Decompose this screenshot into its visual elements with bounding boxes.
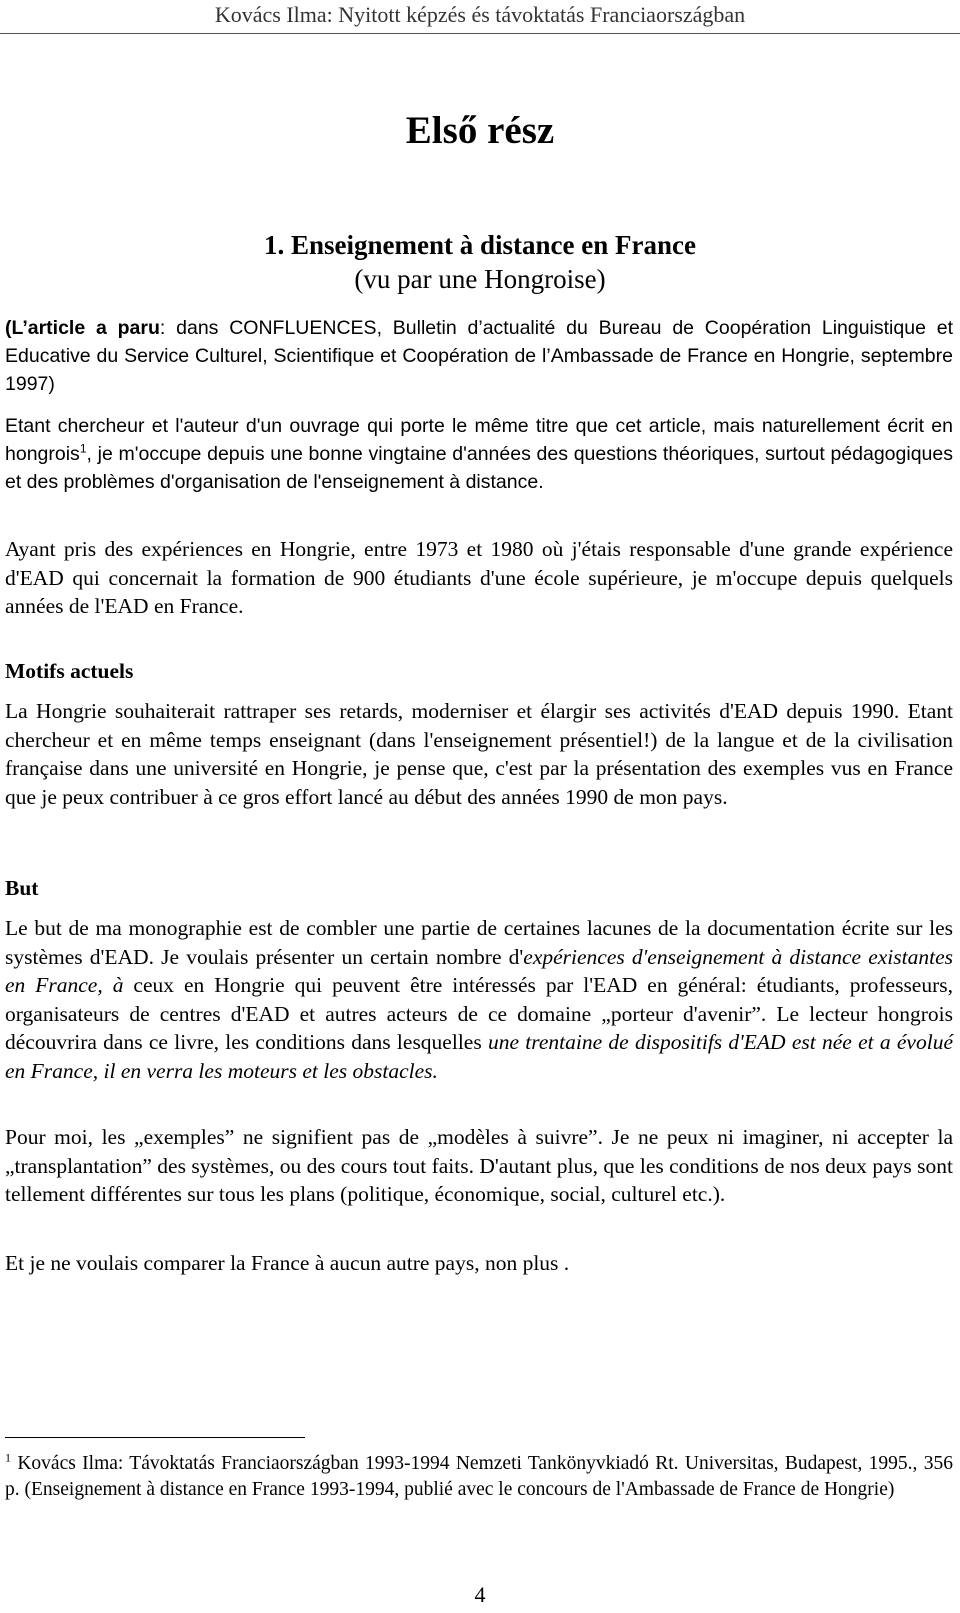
paragraph-pour-moi-text: Pour moi, les „exemples” ne signifient pas de „modèles à suivre”. Je ne peux ni imaginer, ni accepter la „transplantation” des systèmes, ou des cours tout faits. D'autant plus, que les conditions de nos deux pays sont tellement différentes sur tous les plans (politique, économique, social, culturel etc.). (5, 1125, 953, 1206)
paragraph-1 (5, 412, 953, 496)
chapter-title: 1. Enseignement à distance en France (264, 230, 696, 260)
chapter-subtitle: (vu par une Hongroise) (354, 264, 606, 294)
intro-text: : dans CONFLUENCES, Bulletin d’actualité du Bureau de Coopération Linguistique et Educative du Service Culturel, Scientifique et Coopération de l’Ambassade de France en Hongrie, septembre 1997) (5, 317, 953, 395)
paragraph-but-text-b: ceux en Hongrie qui peuvent être intéressés par l'EAD en général: étudiants, professeurs, organisateurs de centres d'EAD et autres acteurs de ce domaine „porteur d'avenir”. Le lecteur hongrois découvrira dans ce livre, les conditions dans lesquelles (5, 973, 954, 1054)
heading-but: But (5, 876, 39, 900)
intro-lead: (L’article a paru (5, 317, 160, 339)
paragraph-motifs-text: La Hongrie souhaiterait rattraper ses retards, moderniser et élargir ses activités d'EAD depuis 1990. Etant chercheur et en même temps enseignant (dans l'enseignement présentiel!) de la langue et de la civilisation française dans une université en Hongrie, je pense que, c'est par la présentation des exemples vus en France que je peux contribuer à ce gros effort lancé au début des années 1990 de mon pays. (5, 699, 953, 809)
footnote-reference[interactable]: 1 (79, 441, 87, 456)
paragraph-1-text-b: , je m'occupe depuis une bonne vingtaine d'années des questions théoriques, surtout pédagogiques et des problèmes d'organisation de l'enseignement à distance. (5, 443, 953, 493)
running-header: Kovács Ilma: Nyitott képzés és távoktatás Franciaországban (0, 0, 960, 34)
footnote-text: Kovács Ilma: Távoktatás Franciaországban 1993-1994 Nemzeti Tankönyvkiadó Rt. Universitas, Budapest, 1995., 356 p. (Enseignement à distance en France 1993-1994, publié avec le concours de l'Ambassade de France de Hongrie) (5, 1453, 954, 1500)
footnote-number: 1 (5, 1450, 11, 1465)
paragraph-last-text: Et je ne voulais comparer la France à aucun autre pays, non plus . (5, 1251, 570, 1275)
footnote-divider (5, 1437, 305, 1438)
page-number: 4 (474, 1582, 486, 1607)
heading-motifs-actuels: Motifs actuels (5, 659, 134, 683)
paragraph-2 (5, 535, 953, 621)
paragraph-2-text: Ayant pris des expériences en Hongrie, entre 1973 et 1980 où j'étais responsable d'une grande expérience d'EAD qui concernait la formation de 900 étudiants d'une école supérieure, je m'occupe depuis quelquels années de l'EAD en France. (5, 537, 953, 618)
paragraph-but-italic-b: une trentaine de dispositifs d'EAD est née et a évolué en France, il en verra les moteurs et les obstacles. (5, 1030, 953, 1083)
paragraph-but (5, 914, 953, 1085)
section-but (5, 874, 953, 902)
paragraph-1-text-a: Etant chercheur et l'auteur d'un ouvrage qui porte le même titre que cet article, mais naturellement écrit en hongrois (5, 415, 953, 465)
section-motifs (5, 657, 953, 685)
paragraph-but-italic-a: expériences d'enseignement à distance existantes en France, à (5, 944, 953, 997)
footnote (5, 1451, 953, 1503)
paragraph-but-text-a: Le but de ma monographie est de combler une partie de certaines lacunes de la documentation écrite sur les systèmes d'EAD. Je voulais présenter un certain nombre d' (5, 916, 953, 969)
paragraph-pour-moi (5, 1123, 953, 1209)
part-title: Első rész (405, 109, 555, 152)
intro-paragraph (5, 314, 953, 398)
paragraph-last (5, 1249, 953, 1278)
chapter-heading (0, 228, 960, 296)
paragraph-motifs (5, 697, 953, 811)
